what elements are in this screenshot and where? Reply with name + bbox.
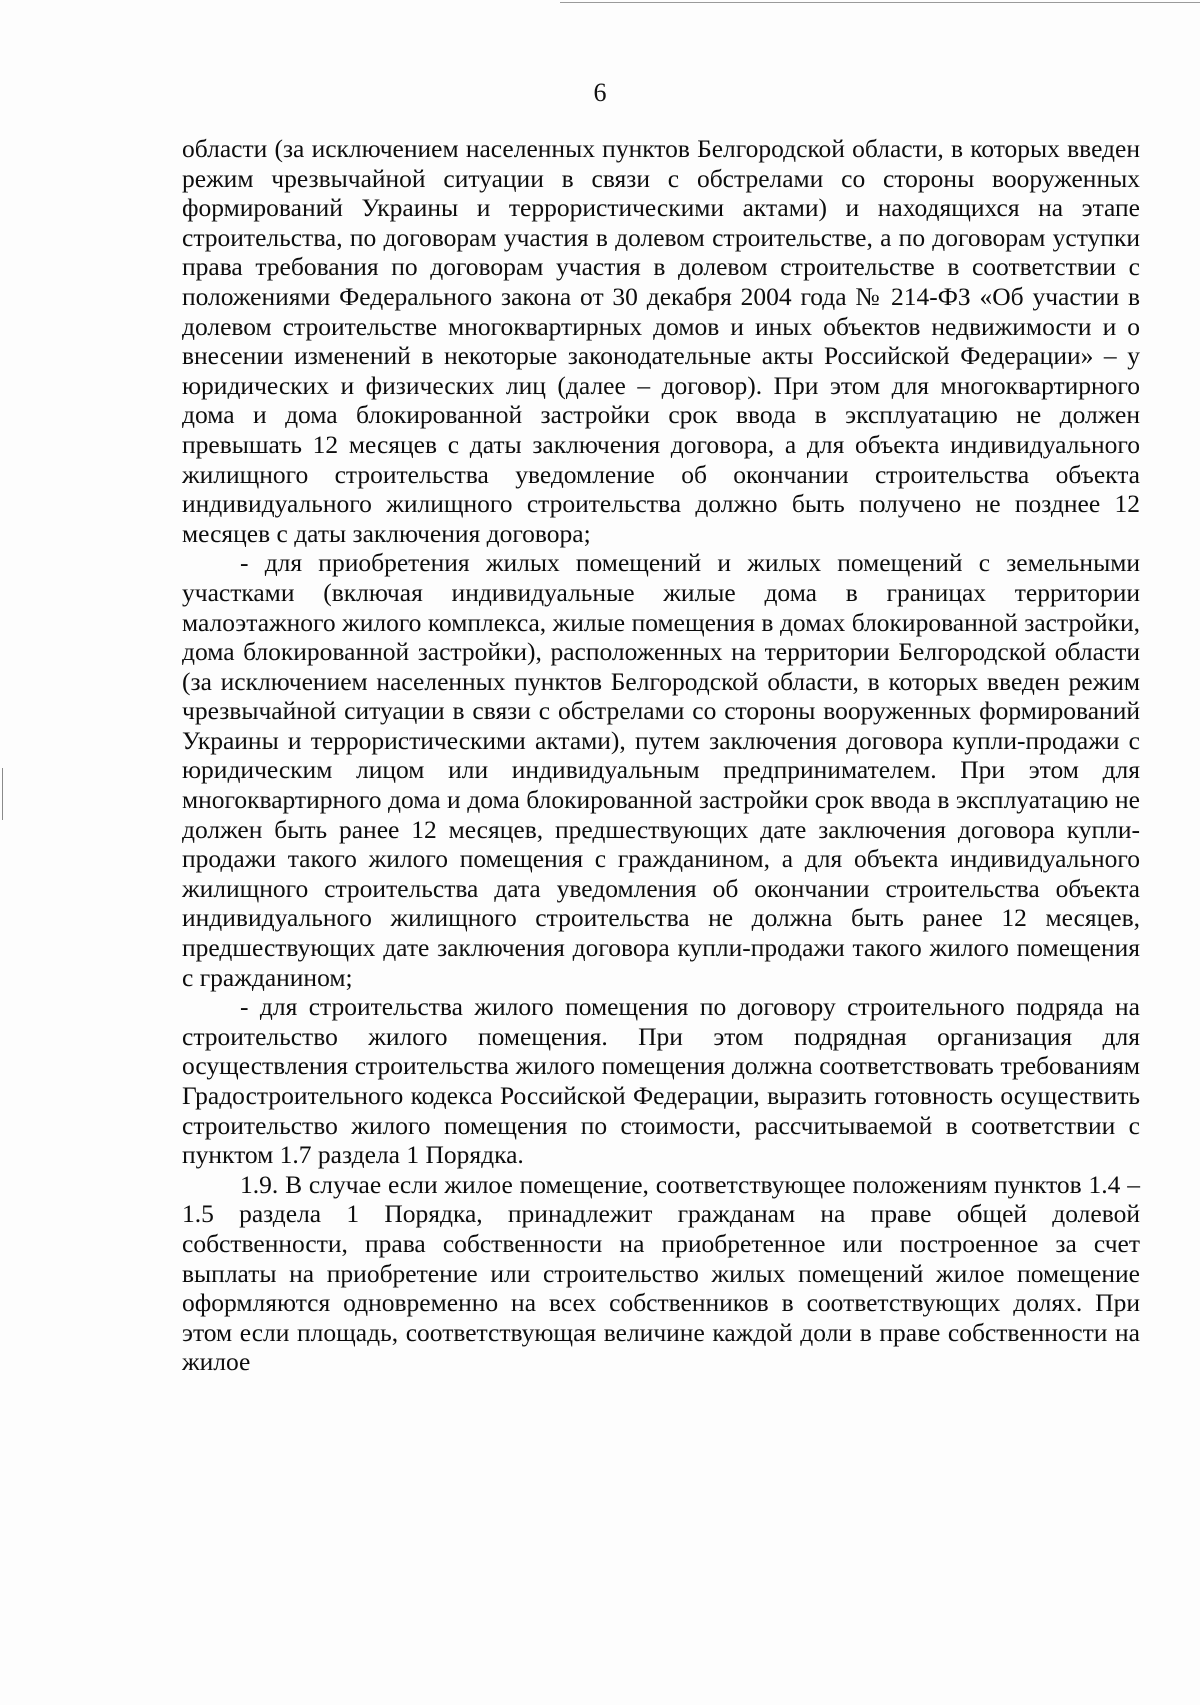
document-body xyxy=(182,134,1140,1377)
paragraph-continuation: области (за исключением населенных пунктов Белгородской области, в которых введен режим чрезвычайной ситуации в связи с обстрелами со стороны вооруженных формирований Украины и террористическими актами) и находящихся на этапе строительства, по договорам участия в долевом строительстве, а по договорам уступки права требования по договорам участия в долевом строительстве в соответствии с положениями Федерального закона от 30 декабря 2004 года № 214-ФЗ «Об участии в долевом строительстве многоквартирных домов и иных объектов недвижимости и о внесении изменений в некоторые законодательные акты Российской Федерации» – у юридических и физических лиц (далее – договор). При этом для многоквартирного дома и дома блокированной застройки срок ввода в эксплуатацию не должен превышать 12 месяцев с даты заключения договора, а для объекта индивидуального жилищного строительства уведомление об окончании строительства объекта индивидуального жилищного строительства должно быть получено не позднее 12 месяцев с даты заключения договора; xyxy=(182,134,1140,548)
page-number: 6 xyxy=(593,78,607,107)
scan-top-edge-line xyxy=(560,2,1200,3)
paragraph-construction-contract: - для строительства жилого помещения по договору строительного подряда на строительство жилого помещения. При этом подрядная организация для осуществления строительства жилого помещения должна соответствовать требованиям Градостроительного кодекса Российской Федерации, выразить готовность осуществить строительство жилого помещения по стоимости, рассчитываемой в соответствии с пунктом 1.7 раздела 1 Порядка. xyxy=(182,992,1140,1170)
paragraph-purchase-housing: - для приобретения жилых помещений и жилых помещений с земельными участками (включая индивидуальные жилые дома в границах территории малоэтажного жилого комплекса, жилые помещения в домах блокированной застройки, дома блокированной застройки), расположенных на территории Белгородской области (за исключением населенных пунктов Белгородской области, в которых введен режим чрезвычайной ситуации в связи с обстрелами со стороны вооруженных формирований Украины и террористическими актами), путем заключения договора купли-продажи с юридическим лицом или индивидуальным предпринимателем. При этом для многоквартирного дома и дома блокированной застройки срок ввода в эксплуатацию не должен быть ранее 12 месяцев, предшествующих дате заключения договора купли-продажи такого жилого помещения с гражданином, а для объекта индивидуального жилищного строительства дата уведомления об окончании строительства объекта индивидуального жилищного строительства не должна быть ранее 12 месяцев, предшествующих дате заключения договора купли-продажи такого жилого помещения с гражданином; xyxy=(182,548,1140,992)
paragraph-clause-1-9: 1.9. В случае если жилое помещение, соответствующее положениям пунктов 1.4 – 1.5 раздела 1 Порядка, принадлежит гражданам на праве общей долевой собственности, права собственности на приобретенное или построенное за счет выплаты на приобретение или строительство жилых помещений жилое помещение оформляются одновременно на всех собственников в соответствующих долях. При этом если площадь, соответствующая величине каждой доли в праве собственности на жилое xyxy=(182,1169,1140,1377)
scan-left-edge-mark xyxy=(2,768,3,820)
